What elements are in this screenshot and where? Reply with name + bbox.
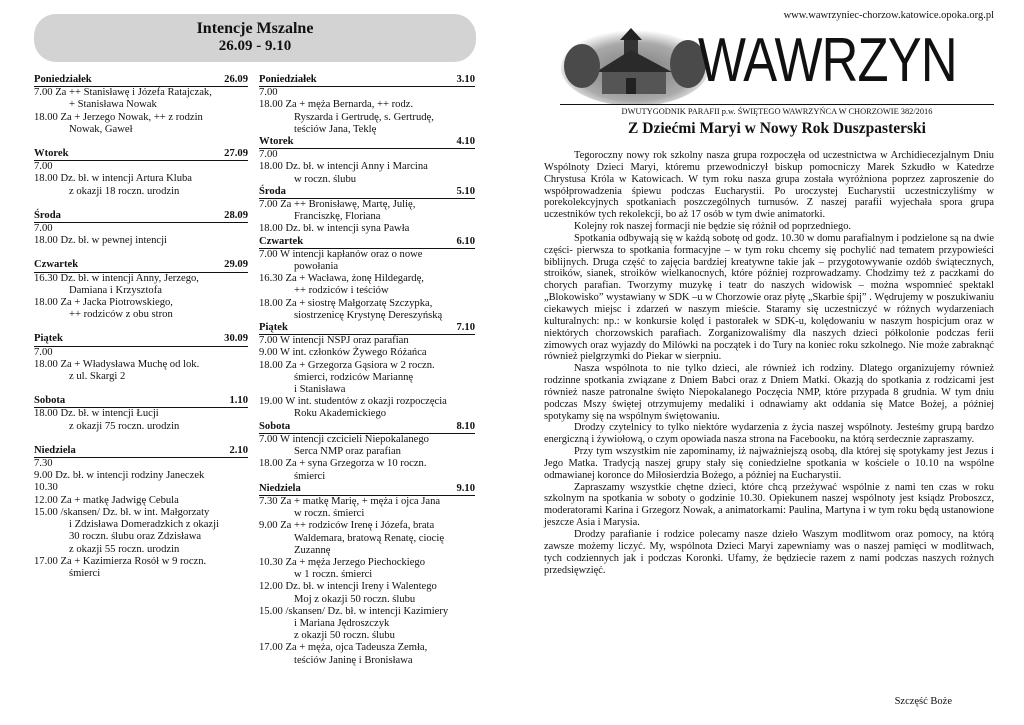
day-block — [259, 236, 475, 322]
intention-continuation: ++ rodziców i teściów — [294, 285, 389, 297]
intention-line: 18.00 Dz. bł. w intencji Łucji — [34, 408, 159, 420]
day-name: Niedziela — [259, 482, 301, 494]
schedule-dates: 26.09 - 9.10 — [218, 38, 292, 54]
day-heading — [259, 186, 475, 199]
intention-line: 16.30 Za + Wacława, żonę Hildegardę, — [259, 273, 424, 285]
intention-continuation: Moj z okazji 50 roczn. ślubu — [294, 593, 416, 605]
intention-line: 18.00 Za + Jerzego Nowak, ++ z rodzin — [34, 111, 203, 123]
intention-continuation: powołania — [294, 261, 339, 273]
intention-continuation: i Mariana Jędroszczyk — [294, 617, 390, 629]
article-paragraph: Nasza wspólnota to nie tylko dzieci, ale również ich rodziny. Dlatego organizujemy również rodzinne spotkania związane z Dniem Babci oraz z Dniem Matki. Okazją do spotkania z rodzicami jest również nasze patronalne święto Niepokalanego Poczęcia NMP, które przypada 8 grudnia. W tym dniu podczas Mszy świętej otrzymujemy medaliki i odnawiamy akt oddania się Matce Bożej, a później spotykamy się na wspólnym świętowaniu. — [544, 363, 994, 422]
intention-line: 9.00 Dz. bł. w intencji rodziny Janeczek — [34, 470, 205, 482]
mass-intention — [259, 458, 475, 482]
intention-continuation: Roku Akademickiego — [294, 408, 387, 420]
day-name: Czwartek — [34, 259, 79, 271]
mass-intention — [34, 556, 248, 580]
intention-line: 19.00 W int. studentów z okazji rozpoczęcia — [259, 396, 447, 408]
day-heading — [259, 421, 475, 434]
day-date: 5.10 — [456, 185, 475, 197]
intention-line: 12.00 Dz. bł. w intencji Ireny i Walentego — [259, 581, 437, 593]
schedule-column-2 — [259, 74, 475, 667]
day-date: 2.10 — [229, 444, 248, 456]
day-date: 8.10 — [456, 420, 475, 432]
masthead-title: WAWRZYN — [698, 26, 957, 95]
day-block — [34, 259, 248, 321]
intention-continuation: i Stanisława — [294, 384, 346, 396]
day-block — [259, 483, 475, 667]
day-name: Wtorek — [34, 148, 69, 160]
intention-continuation: z okazji 50 roczn. ślubu — [294, 630, 395, 642]
mass-intention — [259, 298, 475, 322]
mass-intention — [259, 223, 475, 235]
schedule-column-1 — [34, 74, 248, 580]
mass-intention — [34, 297, 248, 321]
intention-continuation: i Zdzisława Domeradzkich z okazji — [69, 519, 220, 531]
intention-line: 18.00 Za + Grzegorza Gąsiora w 2 roczn. — [259, 359, 435, 371]
intention-line: 7.30 — [34, 458, 53, 470]
intention-line: 7.00 W intencji czcicieli Niepokalanego — [259, 433, 429, 445]
day-name: Piątek — [259, 322, 288, 334]
day-date: 28.09 — [224, 209, 248, 221]
mass-intention — [259, 642, 475, 666]
article-title: Z Dziećmi Maryi w Nowy Rok Duszpasterski — [628, 120, 926, 137]
intention-continuation: Nowak, Gaweł — [69, 123, 133, 135]
mass-intention — [259, 581, 475, 605]
intention-continuation: teściów Janinę i Bronisława — [294, 654, 413, 666]
day-heading — [34, 210, 248, 223]
day-block — [259, 322, 475, 421]
intention-continuation: ++ rodziców z obu stron — [69, 309, 173, 321]
day-date: 30.09 — [224, 333, 248, 345]
intention-continuation: w 1 roczn. śmierci — [294, 569, 373, 581]
intention-line: 18.00 Za + męża Bernarda, ++ rodz. — [259, 99, 414, 111]
intention-line: 18.00 Dz. bł. w intencji Anny i Marcina — [259, 161, 428, 173]
mass-intention — [34, 470, 248, 482]
mass-intentions-header — [34, 14, 476, 62]
intention-continuation: śmierci — [294, 470, 326, 482]
mass-intention — [259, 161, 475, 185]
intention-continuation: teściów Jana, Teklę — [294, 123, 377, 135]
day-name: Niedziela — [34, 444, 76, 456]
day-heading — [34, 395, 248, 408]
article-paragraph: Kolejny rok naszej formacji nie będzie się różnił od poprzedniego. — [574, 221, 851, 233]
day-heading — [34, 333, 248, 346]
intention-line: 7.00 W intencji NSPJ oraz parafian — [259, 335, 409, 347]
article-paragraph: Drodzy czytelnicy to tylko niektóre wydarzenia z życia naszej wspólnoty. Jesteśmy grupą bardzo energiczną i żywiołową, o czym opowiada nasza strona na Facebooku, na którą serdecznie zapraszamy. — [544, 422, 994, 446]
intention-line: 18.00 Za + siostrę Małgorzatę Szczypka, — [259, 297, 433, 309]
day-heading — [34, 445, 248, 458]
mass-intention — [34, 408, 248, 432]
day-heading — [259, 136, 475, 149]
spacer — [34, 433, 248, 445]
intention-line: 9.00 Za ++ rodziców Irenę i Józefa, brata — [259, 520, 435, 532]
mass-intention — [34, 235, 248, 247]
day-block — [34, 74, 248, 136]
mass-intention — [259, 360, 475, 397]
mass-intention — [259, 273, 475, 297]
day-heading — [259, 236, 475, 249]
mass-intention — [34, 347, 248, 359]
intention-line: 17.00 Za + męża, ojca Tadeusza Zemła, — [259, 642, 428, 654]
day-date: 29.09 — [224, 259, 248, 271]
intention-continuation: z okazji 18 roczn. urodzin — [69, 185, 180, 197]
day-name: Poniedziałek — [34, 74, 92, 85]
intention-continuation: Franciszkę, Floriana — [294, 211, 381, 223]
day-name: Sobota — [259, 420, 291, 432]
day-date: 9.10 — [456, 482, 475, 494]
day-heading — [34, 148, 248, 161]
mass-intention — [259, 434, 475, 458]
intention-continuation: śmierci, rodziców Mariannę — [294, 371, 414, 383]
mass-intention — [34, 507, 248, 556]
intention-continuation: śmierci — [69, 567, 101, 579]
article-paragraph: Tegoroczny nowy rok szkolny nasza grupa rozpoczęła od uczestnictwa w Archidiecezjalnym Dniu Wspólnoty Dzieci Maryi, któremu przewodniczył biskup pomocniczy Marek Szkudło w Katedrze Chrystusa Króla w Katowicach. W tym roku nasza grupa została wyróżniona poprzez zaproszenie do współprowadzenia śpiewu podczas Eucharystii. Po uroczystej Eucharystii uczestniczyliśmy w porekolekcyjnych spotkaniach poszczególnych turnusów. Z naszej parafii wyjechała spora grupa uczestników tych rekolekcji, bo aż 17 osób w tym dwie animatorki. — [544, 150, 994, 221]
day-block — [34, 210, 248, 248]
mass-intention — [259, 99, 475, 136]
intention-line: 10.30 Za + męża Jerzego Piechockiego — [259, 556, 425, 568]
intention-continuation: Serca NMP oraz parafian — [294, 446, 401, 458]
intention-line: 7.00 — [34, 161, 53, 173]
day-date: 3.10 — [456, 74, 475, 85]
day-name: Poniedziałek — [259, 74, 317, 85]
day-date: 7.10 — [456, 322, 475, 334]
day-date: 27.09 — [224, 148, 248, 160]
day-date: 1.10 — [229, 395, 248, 407]
day-name: Piątek — [34, 333, 63, 345]
intention-line: 18.00 Za + Jacka Piotrowskiego, — [34, 297, 173, 309]
article-paragraph: Spotkania odbywają się w każdą sobotę od godz. 10.30 w domu parafialnym i podzielone są na dwie części- pierwsza to spotkania formacyjne – w tym roku chcemy się pochylić nad tematem przypowieści biblijnych. Druga część to zajęcia bardziej kreatywne takie jak – przygotowywanie ozdób świątecznych, stroików, sianek, stroików wielkanocnych, które później rozprowadzamy. Chodzimy też z paczkami do chorych parafian. Tworzymy muzykę i teatr do naszych widowisk – można wspomnieć spektakl „Blokowisko” wystawiany w SDK –u w Chorzowie oraz płytę „Skarbie śpij” . Wędrujemy w poszukiwaniu ciekawych miejsc i zdarzeń w naszym mieście. Staramy się uczestniczyć w różnych wydarzeniach kulturalnych: np.: w konkursie kolęd i pastorałek w SDK-u, kolędowaniu w naszym hospicjum oraz w niektórych chorzowskich parafiach. Zorganizowaliśmy dla naszych dzieci półkolonie podczas ferii zimowych oraz wyjazdy do Milówki na początek i do Tury na koniec roku szkolnego. Nie może zabraknąć również pielgrzymki do Piekar w sierpniu. — [544, 232, 994, 363]
mass-intention — [34, 223, 248, 235]
intention-continuation: 30 roczn. ślubu oraz Zdzisława — [69, 531, 202, 543]
day-heading — [34, 259, 248, 272]
day-date: 4.10 — [456, 136, 475, 148]
schedule-title: Intencje Mszalne — [196, 20, 314, 37]
spacer — [34, 383, 248, 395]
intention-continuation: z okazji 55 roczn. urodzin — [69, 543, 180, 555]
intention-line: 7.00 Za ++ Stanisławę i Józefa Ratajczak, — [34, 87, 212, 99]
spacer — [34, 136, 248, 148]
intention-line: 18.00 Za + syna Grzegorza w 10 roczn. — [259, 458, 427, 470]
intention-line: 7.00 Za ++ Bronisławę, Martę, Julię, — [259, 199, 416, 211]
day-name: Środa — [259, 185, 286, 197]
mass-intention — [259, 249, 475, 273]
day-name: Środa — [34, 209, 61, 221]
day-heading — [34, 74, 248, 87]
intention-line: 7.00 — [259, 87, 278, 99]
intention-continuation: z ul. Skargi 2 — [69, 371, 126, 383]
mass-intention — [259, 396, 475, 420]
mass-intention — [34, 359, 248, 383]
mass-intention — [259, 149, 475, 161]
mass-intention — [34, 173, 248, 197]
intention-line: 12.00 Za + matkę Jadwigę Cebula — [34, 494, 179, 506]
mass-intention — [34, 161, 248, 173]
website-url[interactable]: www.wawrzyniec-chorzow.katowice.opoka.org.pl — [783, 10, 994, 21]
mass-intention — [34, 458, 248, 470]
mass-intention — [259, 335, 475, 347]
day-block — [259, 74, 475, 136]
day-date: 26.09 — [224, 74, 248, 85]
day-block — [34, 333, 248, 383]
article-paragraph: Przy tym wszystkim nie zapominamy, iż najważniejszą osobą, dla której się spotykamy jest Jezus i Jego Matka. Tradycją naszej grupy stały się coniedzielne spotkania w kościele o 10.10 na wspólne odmawianej koronce do Miłosierdzia Bożego, a później na Eucharystii. — [544, 446, 994, 481]
intention-line: 15.00 /skansen/ Dz. bł. w intencji Kazimiery — [259, 605, 449, 617]
day-name: Czwartek — [259, 235, 304, 247]
day-heading — [259, 74, 475, 87]
day-block — [34, 148, 248, 198]
day-block — [259, 186, 475, 236]
day-block — [259, 421, 475, 483]
intention-line: 7.00 — [34, 346, 53, 358]
day-name: Wtorek — [259, 136, 294, 148]
intention-line: 7.00 — [259, 149, 278, 161]
mass-intention — [34, 482, 248, 494]
article-signature: Szczęść Boże — [894, 696, 952, 707]
mass-intention — [34, 273, 248, 297]
intention-continuation: w roczn. ślubu — [294, 173, 357, 185]
intention-line: 9.00 W int. członków Żywego Różańca — [259, 347, 427, 359]
intention-line: 18.00 Dz. bł. w pewnej intencji — [34, 235, 167, 247]
mass-intention — [34, 87, 248, 111]
mass-intention — [259, 520, 475, 557]
mass-intention — [259, 496, 475, 520]
day-heading — [259, 322, 475, 335]
intention-continuation: siostrzenicę Krystynę Dereszyńską — [294, 309, 443, 321]
spacer — [34, 321, 248, 333]
mass-intention — [259, 87, 475, 99]
intention-continuation: z okazji 75 roczn. urodzin — [69, 420, 180, 432]
church-photo — [560, 28, 710, 104]
intention-continuation: Damiana i Krzysztofa — [69, 284, 162, 296]
intention-line: 17.00 Za + Kazimierza Rosół w 9 roczn. — [34, 555, 207, 567]
intention-continuation: Waldemara, bratową Renatę, ciocię — [294, 532, 445, 544]
day-date: 6.10 — [456, 235, 475, 247]
spacer — [34, 198, 248, 210]
mass-intention — [259, 557, 475, 581]
mass-intention — [34, 495, 248, 507]
intention-line: 18.00 Za + Władysława Muchę od lok. — [34, 358, 200, 370]
article-paragraph: Drodzy parafianie i rodzice polecamy nasze dzieło Waszym modlitwom oraz pomocy, na którą zawsze możemy liczyć. My, wspólnota Dzieci Maryi zapewniamy was o naszej pamięci w modlitwach, tych codziennych jak i podczas Koronki. Ufamy, że będziecie razem z nami podczas naszych rożnych przedsięwzięć. — [544, 529, 994, 576]
intention-continuation: w roczn. śmierci — [294, 508, 365, 520]
intention-line: 7.00 — [34, 223, 53, 235]
mass-intention — [259, 606, 475, 643]
intention-continuation: + Stanisława Nowak — [69, 99, 157, 111]
intention-line: 18.00 Dz. bł. w intencji syna Pawła — [259, 223, 410, 235]
mass-intention — [259, 347, 475, 359]
day-block — [259, 136, 475, 186]
intention-line: 7.30 Za + matkę Marię, + męża i ojca Jana — [259, 495, 441, 507]
mass-intention — [34, 112, 248, 136]
day-block — [34, 395, 248, 433]
intention-line: 16.30 Dz. bł. w intencji Anny, Jerzego, — [34, 272, 199, 284]
intention-line: 18.00 Dz. bł. w intencji Artura Kluba — [34, 173, 192, 185]
spacer — [34, 247, 248, 259]
day-heading — [259, 483, 475, 496]
intention-line: 15.00 /skansen/ Dz. bł. w int. Małgorzaty — [34, 506, 210, 518]
article-paragraph: Zapraszamy wszystkie chętne dzieci, które chcą przeżywać wspólnie z nami ten czas w roku szkolnym na spotkania w soboty o godzinie 10.30. Opiekunem naszej wspólnoty jest ksiądz Proboszcz, moderatorami Karina i Grzegorz Nowak, a animatorkami: Paulina, Martyna i w tym roku będą ustanowione jeszcze Asia i Marysia. — [544, 481, 994, 529]
mass-intention — [259, 199, 475, 223]
intention-line: 10.30 — [34, 482, 58, 494]
day-name: Sobota — [34, 395, 66, 407]
masthead-subline: DWUTYGODNIK PARAFII p.w. ŚWIĘTEGO WAWRZYŃCA W CHORZOWIE 382/2016 — [560, 104, 994, 116]
intention-continuation: Zuzannę — [294, 544, 331, 556]
day-block — [34, 445, 248, 580]
article-body — [544, 150, 994, 576]
intention-continuation: Ryszarda i Gertrudę, s. Gertrudę, — [294, 111, 434, 123]
intention-line: 7.00 W intencji kapłanów oraz o nowe — [259, 248, 423, 260]
